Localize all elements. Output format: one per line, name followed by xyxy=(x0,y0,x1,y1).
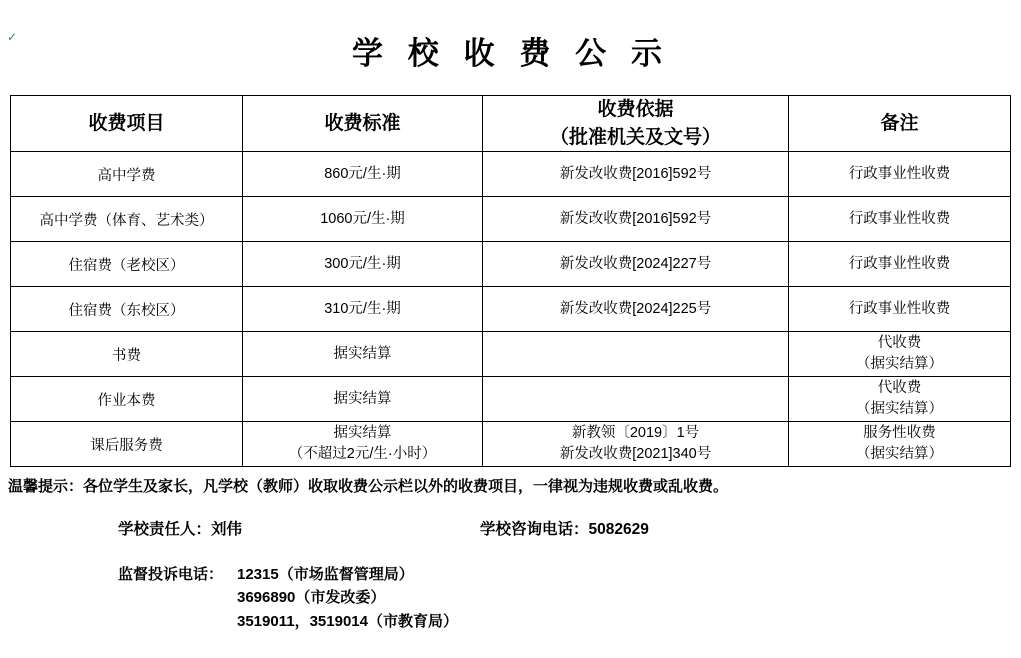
cell-standard-line1: 据实结算 xyxy=(333,390,392,407)
page-title: 学 校 收 费 公 示 xyxy=(352,36,669,72)
cell-remark-line2: （据实结算） xyxy=(856,446,943,463)
cell-item: 住宿费（东校区） xyxy=(11,287,243,332)
cell-item: 作业本费 xyxy=(11,377,243,422)
cell-basis xyxy=(483,152,789,197)
cell-basis-line1: 新发改收费[2024]227号 xyxy=(559,255,712,272)
supervision-line: 12315（市场监督管理局） xyxy=(237,566,414,584)
cell-basis-line1: 新发改收费[2016]592号 xyxy=(559,165,712,182)
cell-standard-line1: 310元/生·期 xyxy=(324,300,401,317)
responsible-name: 刘伟 xyxy=(211,521,243,539)
responsible-person xyxy=(118,517,242,539)
cell-basis-line2: 新发改收费[2021]340号 xyxy=(559,446,712,463)
cell-standard xyxy=(243,422,483,467)
cell-item: 高中学费 xyxy=(11,152,243,197)
cell-basis xyxy=(483,377,789,422)
cell-remark-line1: 服务性收费 xyxy=(863,425,936,442)
cell-remark-line1: 行政事业性收费 xyxy=(848,210,951,227)
cell-remark-line2: （据实结算） xyxy=(856,356,943,373)
cell-basis-line1: 新发改收费[2024]225号 xyxy=(559,300,712,317)
cell-standard-line1: 据实结算 xyxy=(333,345,392,362)
cell-standard-line1: 据实结算 xyxy=(333,425,392,442)
cell-remark-line2: （据实结算） xyxy=(856,401,943,418)
contact-row xyxy=(0,517,1021,541)
cell-standard xyxy=(243,377,483,422)
cell-standard-line1: 860元/生·期 xyxy=(324,165,401,182)
header-remark-line1: 备注 xyxy=(880,112,919,134)
cell-standard xyxy=(243,197,483,242)
header-basis-line2: （批准机关及文号） xyxy=(549,126,721,148)
cell-standard xyxy=(243,242,483,287)
table-row xyxy=(11,242,1011,287)
cell-basis-line1: 新发改收费[2016]592号 xyxy=(559,210,712,227)
table-row xyxy=(11,197,1011,242)
table-row xyxy=(11,152,1011,197)
cell-standard-line2: （不超过2元/生·小时） xyxy=(288,446,437,463)
supervision-label: 监督投诉电话： xyxy=(118,566,224,584)
cell-remark xyxy=(789,422,1011,467)
cell-basis xyxy=(483,422,789,467)
cell-basis xyxy=(483,332,789,377)
table-row xyxy=(11,287,1011,332)
table-row xyxy=(11,377,1011,422)
header-cell-basis xyxy=(483,96,789,152)
cell-remark-line1: 行政事业性收费 xyxy=(848,300,951,317)
cell-item: 课后服务费 xyxy=(11,422,243,467)
cell-remark xyxy=(789,242,1011,287)
cell-item: 住宿费（老校区） xyxy=(11,242,243,287)
header-cell-item xyxy=(11,96,243,152)
cell-remark xyxy=(789,287,1011,332)
cell-standard-line1: 1060元/生·期 xyxy=(320,210,405,227)
cell-remark-line1: 行政事业性收费 xyxy=(848,165,951,182)
supervision-line: 3519011，3519014（市教育局） xyxy=(237,612,458,630)
consult-label: 学校咨询电话： xyxy=(480,521,589,539)
cell-basis xyxy=(483,197,789,242)
cell-basis xyxy=(483,242,789,287)
cell-standard xyxy=(243,332,483,377)
check-mark-icon: ✓ xyxy=(7,30,18,44)
cell-remark-line1: 行政事业性收费 xyxy=(848,255,951,272)
header-item-line1: 收费项目 xyxy=(88,112,165,134)
header-basis-line1: 收费依据 xyxy=(597,99,674,120)
cell-standard-line1: 300元/生·期 xyxy=(324,255,401,272)
cell-remark-line1: 代收费 xyxy=(877,335,922,352)
consult-phone xyxy=(480,517,649,539)
cell-remark xyxy=(789,332,1011,377)
cell-remark-line1: 代收费 xyxy=(877,380,922,397)
header-standard-line1: 收费标准 xyxy=(324,112,401,134)
table-header-row xyxy=(11,96,1011,152)
supervision-line: 3696890（市发改委） xyxy=(237,589,386,607)
supervision-lines xyxy=(237,563,458,633)
consult-number: 5082629 xyxy=(588,521,649,539)
notice-text: 温馨提示：各位学生及家长，凡学校（教师）收取收费公示栏以外的收费项目，一律视为违规收费或乱收费。 xyxy=(8,478,729,496)
table-row xyxy=(11,332,1011,377)
cell-remark xyxy=(789,197,1011,242)
table-row xyxy=(11,422,1011,467)
responsible-label: 学校责任人： xyxy=(118,521,212,539)
header-cell-standard xyxy=(243,96,483,152)
cell-standard xyxy=(243,287,483,332)
header-cell-remark xyxy=(789,96,1011,152)
cell-standard xyxy=(243,152,483,197)
document-page xyxy=(0,28,1021,658)
cell-item: 书费 xyxy=(11,332,243,377)
cell-remark xyxy=(789,377,1011,422)
cell-item: 高中学费（体育、艺术类） xyxy=(11,197,243,242)
fee-table xyxy=(10,95,1011,467)
cell-basis-line1: 新教领〔2019〕1号 xyxy=(571,425,700,442)
cell-basis xyxy=(483,287,789,332)
cell-remark xyxy=(789,152,1011,197)
